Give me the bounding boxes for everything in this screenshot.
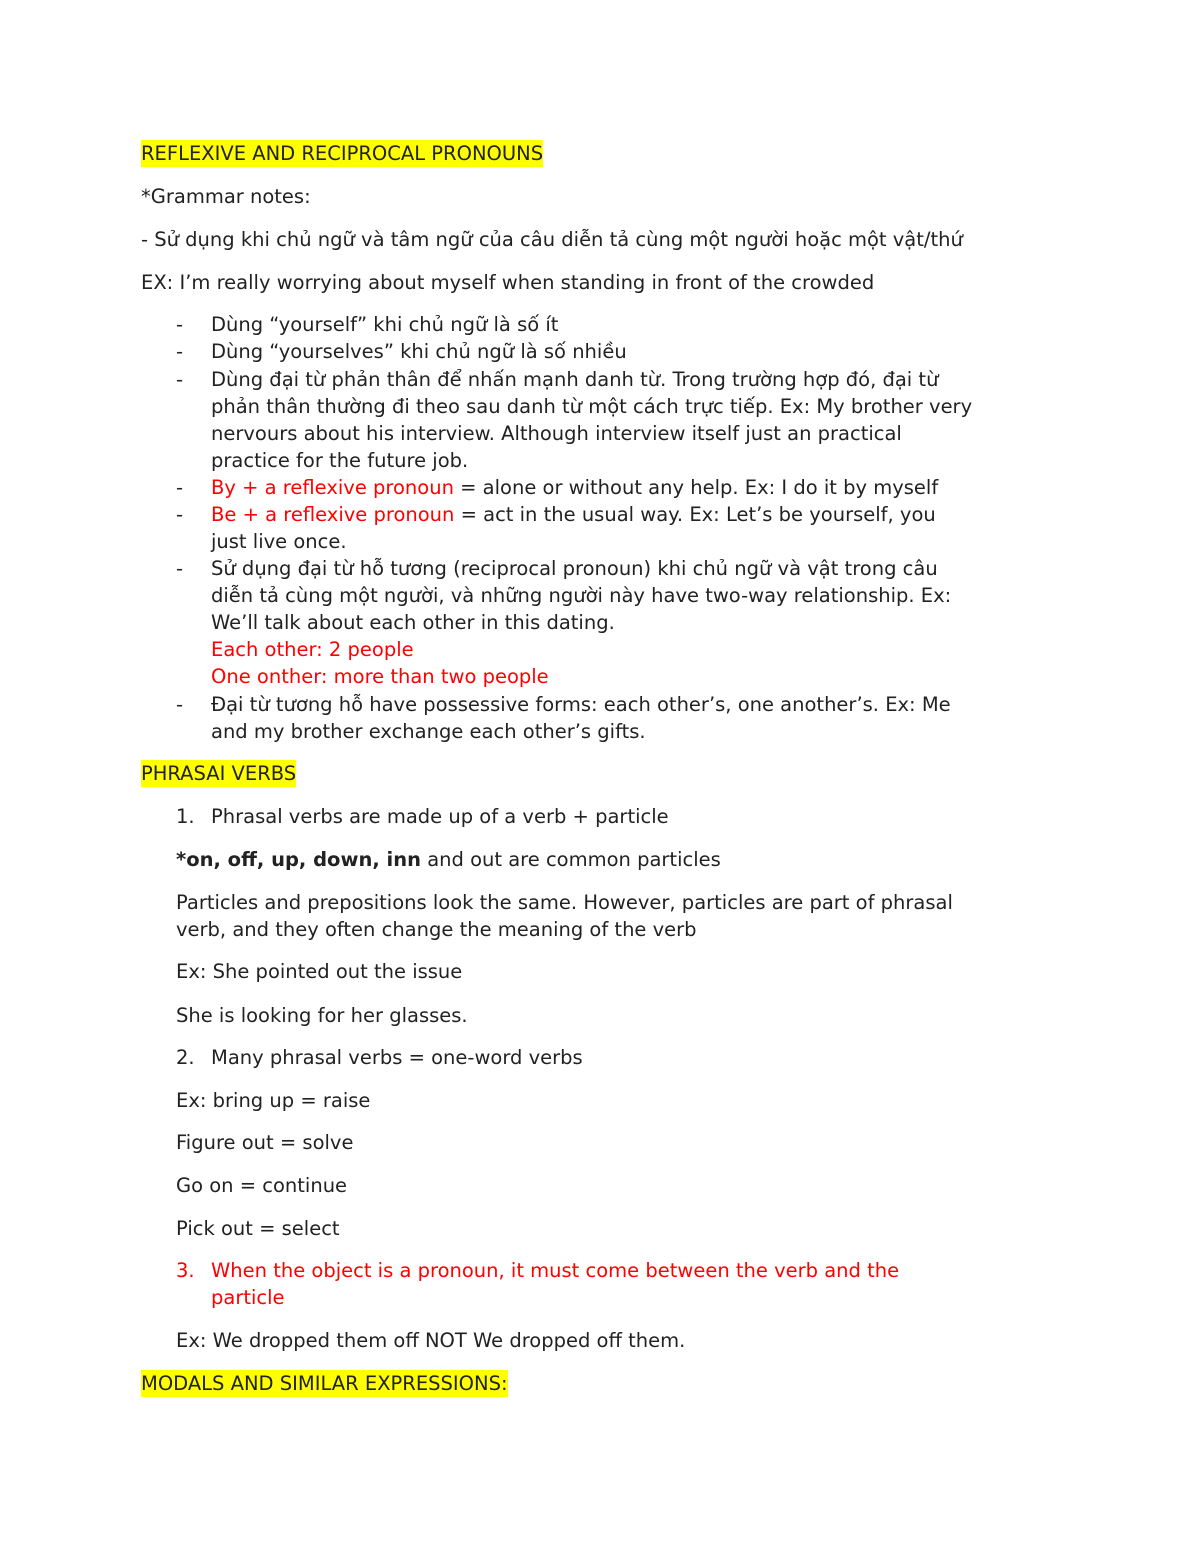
heading-phrasal-verbs: PHRASAI VERBS [141, 762, 297, 785]
heading-modals: MODALS AND SIMILAR EXPRESSIONS: [141, 1372, 508, 1395]
particles-list: *on, off, up, down, inn [176, 848, 421, 871]
bullet-yourself: Dùng “yourself” khi chủ ngữ là số ít [211, 313, 559, 336]
be-reflexive-term: Be + a reflexive pronoun [211, 503, 455, 526]
grammar-notes-label: *Grammar notes: [141, 185, 311, 208]
by-reflexive-term: By + a reflexive pronoun [211, 476, 454, 499]
bullet-possessive-line-2: and my brother exchange each other’s gifts. [211, 720, 646, 743]
bullet-by-reflexive [211, 474, 938, 501]
bullet-reciprocal-line-1: Sử dụng đại từ hỗ tương (reciprocal pronoun) khi chủ ngữ và vật trong câu [211, 557, 938, 580]
bullet-dash: - [176, 503, 184, 526]
bullet-reciprocal-line-2: diễn tả cùng một người, và những người này have two-way relationship. Ex: [211, 584, 952, 607]
equivalence-bring-up: Ex: bring up = raise [176, 1089, 371, 1112]
bullet-emphasis-line-3: nervours about his interview. Although interview itself just an practical [211, 422, 902, 445]
each-other-note: Each other: 2 people [211, 638, 414, 661]
bullet-yourselves: Dùng “yourselves” khi chủ ngữ là số nhiều [211, 340, 627, 363]
bullet-dash: - [176, 340, 184, 363]
heading-reflexive-pronouns: REFLEXIVE AND RECIPROCAL PRONOUNS [141, 142, 544, 165]
particles-note-line-2: verb, and they often change the meaning of the verb [176, 918, 697, 941]
be-reflexive-line-2: just live once. [211, 530, 347, 553]
be-reflexive-definition: = act in the usual way. Ex: Let’s be yourself, you [454, 503, 936, 526]
list-number: 2. [176, 1046, 195, 1069]
bullet-dash: - [176, 557, 184, 580]
phrasal-item-3-line-1: When the object is a pronoun, it must come between the verb and the [211, 1259, 900, 1282]
bullet-be-reflexive [211, 501, 936, 528]
bullet-possessive-line-1: Đại từ tương hỗ have possessive forms: each other’s, one another’s. Ex: Me [211, 693, 951, 716]
bullet-dash: - [176, 368, 184, 391]
common-particles-line [176, 846, 721, 873]
phrasal-item-3-line-2: particle [211, 1286, 285, 1309]
by-reflexive-definition: = alone or without any help. Ex: I do it by myself [453, 476, 939, 499]
example-pointed-out: Ex: She pointed out the issue [176, 960, 463, 983]
particles-rest: and out are common particles [421, 848, 721, 871]
one-another-note: One onther: more than two people [211, 665, 549, 688]
bullet-dash: - [176, 313, 184, 336]
phrasal-item-2: Many phrasal verbs = one-word verbs [211, 1046, 583, 1069]
equivalence-figure-out: Figure out = solve [176, 1131, 354, 1154]
example-dropped-off: Ex: We dropped them off NOT We dropped off them. [176, 1329, 686, 1352]
list-number: 1. [176, 805, 195, 828]
bullet-dash: - [176, 476, 184, 499]
bullet-emphasis-line-4: practice for the future job. [211, 449, 469, 472]
bullet-reciprocal-line-3: We’ll talk about each other in this dating. [211, 611, 615, 634]
equivalence-pick-out: Pick out = select [176, 1217, 340, 1240]
bullet-emphasis-line-1: Dùng đại từ phản thân để nhấn mạnh danh từ. Trong trường hợp đó, đại từ [211, 368, 939, 391]
particles-note-line-1: Particles and prepositions look the same. However, particles are part of phrasal [176, 891, 953, 914]
bullet-emphasis-line-2: phản thân thường đi theo sau danh từ một cách trực tiếp. Ex: My brother very [211, 395, 973, 418]
example-line: EX: I’m really worrying about myself when standing in front of the crowded [141, 271, 875, 294]
bullet-dash: - [176, 693, 184, 716]
phrasal-item-1: Phrasal verbs are made up of a verb + particle [211, 805, 669, 828]
usage-line: - Sử dụng khi chủ ngữ và tâm ngữ của câu diễn tả cùng một người hoặc một vật/thứ [141, 228, 963, 251]
equivalence-go-on: Go on = continue [176, 1174, 348, 1197]
list-number: 3. [176, 1259, 195, 1282]
example-looking-for: She is looking for her glasses. [176, 1004, 468, 1027]
